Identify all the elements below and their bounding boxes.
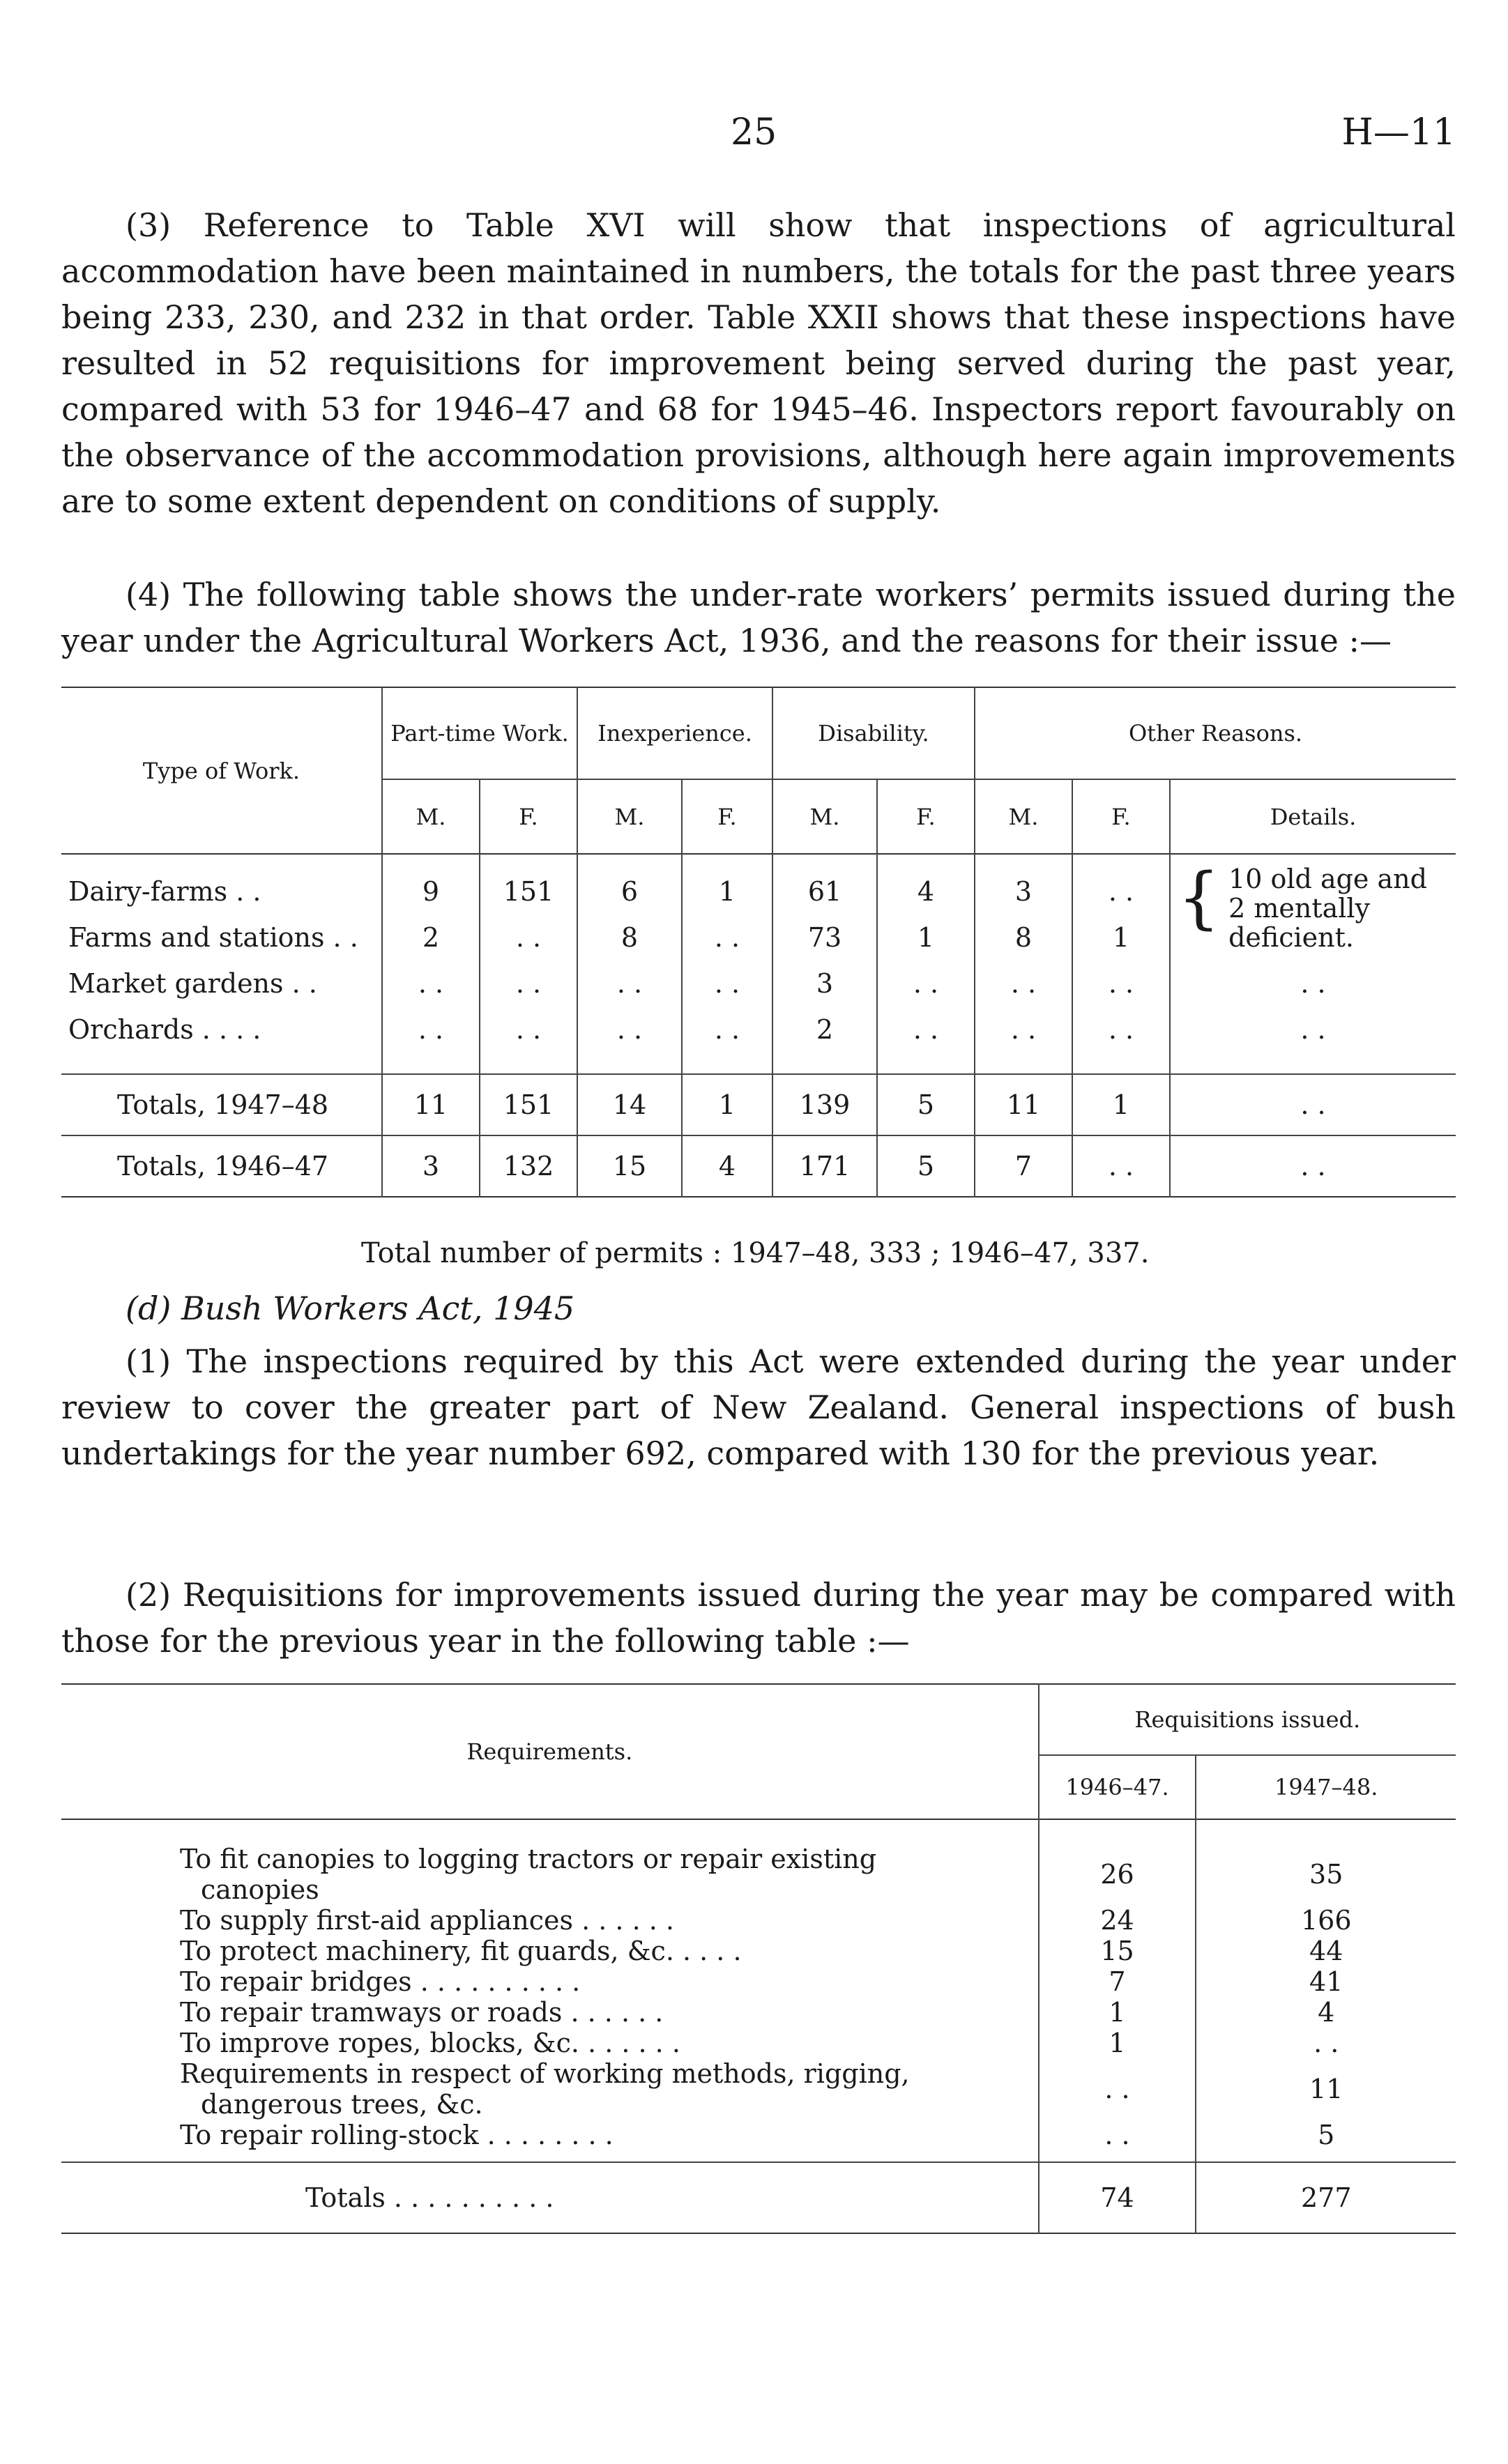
- cell-in-f: 1: [682, 854, 772, 915]
- row-label: Totals, 1947–48: [61, 1074, 382, 1135]
- cell-dis-f: 5: [877, 1074, 975, 1135]
- table-row: [61, 1966, 1456, 1997]
- totals-row-1947-48: [61, 1074, 1456, 1135]
- table-row: [61, 2028, 1456, 2058]
- cell-oth-m: . .: [975, 1007, 1072, 1053]
- cell-pt-m: . .: [382, 961, 480, 1007]
- cell-oth-m: 8: [975, 915, 1072, 961]
- requirement-label: To repair tramways or roads . . . . . .: [180, 1997, 664, 2028]
- requisitions-header-row: [61, 1684, 1456, 1755]
- table-row: [61, 1936, 1456, 1966]
- paragraph-bush-1: (1) The inspections required by this Act were extended during the year under review to cover the greater part of New Zealand. General inspections of bush undertakings for the year number 692, compared with 130 for the previous year.: [61, 1342, 1456, 1472]
- permits-total-note: Total number of permits : 1947–48, 333 ; 1946–47, 337.: [361, 1237, 1150, 1269]
- cell-1947-48: 44: [1196, 1936, 1456, 1966]
- cell-1947-48: 166: [1196, 1905, 1456, 1936]
- cell-details: . .: [1170, 1074, 1456, 1135]
- section-title: Bush Workers Act, 1945: [181, 1290, 575, 1327]
- table-row: [61, 1819, 1456, 1905]
- header-inexperience: Inexperience.: [577, 687, 772, 779]
- row-label: Farms and stations . .: [68, 922, 358, 953]
- page-number: 25: [731, 112, 777, 153]
- cell-dis-f: 1: [877, 915, 975, 961]
- section-heading-bush-workers: [125, 1290, 574, 1327]
- requisitions-table: [61, 1683, 1456, 2234]
- cell-pt-m: 3: [382, 1135, 480, 1197]
- spacer-row: [61, 1053, 1456, 1074]
- cell-dis-m: 139: [772, 1074, 877, 1135]
- cell-1947-48: . .: [1196, 2028, 1456, 2058]
- permits-table: [61, 687, 1456, 1197]
- cell-details: . .: [1170, 1135, 1456, 1197]
- header-type-of-work: Type of Work.: [142, 757, 300, 784]
- cell-in-f: . .: [682, 1007, 772, 1053]
- requirement-text: To fit canopies to logging tractors or repair existing: [180, 1844, 877, 1874]
- header-disability: Disability.: [772, 687, 975, 779]
- cell-1947-48: 41: [1196, 1966, 1456, 1997]
- header-part-time: Part-time Work.: [382, 687, 577, 779]
- row-label: Orchards . . . .: [68, 1014, 261, 1045]
- totals-row-1946-47: [61, 1135, 1456, 1197]
- cell-oth-f: . .: [1072, 1135, 1170, 1197]
- cell-oth-m: 7: [975, 1135, 1072, 1197]
- cell-in-m: . .: [577, 961, 682, 1007]
- table-row: [61, 1905, 1456, 1936]
- cell-pt-m: . .: [382, 1007, 480, 1053]
- row-label: Totals, 1946–47: [61, 1135, 382, 1197]
- header-m: M.: [382, 779, 480, 854]
- cell-1946-47: . .: [1039, 2058, 1196, 2120]
- totals-1946-47: 74: [1039, 2162, 1196, 2233]
- requirement-text: Requirements in respect of working methods, rigging,: [180, 2058, 910, 2089]
- cell-dis-m: 61: [772, 854, 877, 915]
- cell-dis-m: 3: [772, 961, 877, 1007]
- cell-oth-f: . .: [1072, 961, 1170, 1007]
- requirement-label: To repair rolling-stock . . . . . . . .: [180, 2120, 614, 2150]
- cell-oth-f: . .: [1072, 854, 1170, 915]
- cell-in-f: . .: [682, 961, 772, 1007]
- requirement-label: To supply first-aid appliances . . . . . .: [180, 1905, 674, 1936]
- requirement-text-cont: dangerous trees, &c.: [201, 2089, 483, 2120]
- cell-1946-47: 1: [1039, 1997, 1196, 2028]
- requirement-text-cont: canopies: [201, 1874, 319, 1905]
- requirement-label: To repair bridges . . . . . . . . . .: [180, 1966, 581, 1997]
- header-f: F.: [480, 779, 577, 854]
- page-header: [61, 112, 1456, 167]
- cell-pt-m: 2: [382, 915, 480, 961]
- cell-1946-47: 24: [1039, 1905, 1196, 1936]
- cell-oth-f: . .: [1072, 1007, 1170, 1053]
- table-row: [61, 961, 1456, 1007]
- cell-in-f: 4: [682, 1135, 772, 1197]
- cell-1947-48: 4: [1196, 1997, 1456, 2028]
- cell-in-m: 6: [577, 854, 682, 915]
- table-row: [61, 2120, 1456, 2162]
- cell-pt-m: 9: [382, 854, 480, 915]
- cell-in-m: 8: [577, 915, 682, 961]
- table-row: [61, 1007, 1456, 1053]
- cell-dis-f: . .: [877, 961, 975, 1007]
- header-m: M.: [975, 779, 1072, 854]
- cell-pt-f: . .: [480, 1007, 577, 1053]
- totals-1947-48: 277: [1196, 2162, 1456, 2233]
- cell-in-f: 1: [682, 1074, 772, 1135]
- cell-dis-m: 73: [772, 915, 877, 961]
- cell-details: . .: [1170, 1007, 1456, 1053]
- permits-header-row: [61, 687, 1456, 779]
- cell-1946-47: 26: [1039, 1819, 1196, 1905]
- section-label: (d): [125, 1290, 172, 1327]
- cell-1947-48: 35: [1196, 1819, 1456, 1905]
- cell-in-m: 15: [577, 1135, 682, 1197]
- header-requirements: Requirements.: [466, 1738, 633, 1765]
- cell-1946-47: 7: [1039, 1966, 1196, 1997]
- document-code: H—11: [1341, 112, 1456, 153]
- header-m: M.: [772, 779, 877, 854]
- requirement-label: [61, 2058, 1039, 2120]
- cell-pt-f: 151: [480, 1074, 577, 1135]
- paragraph-4: (4) The following table shows the under-rate workers’ permits issued during the year under the Agricultural Workers Act, 1936, and the reasons for their issue :—: [61, 576, 1456, 659]
- cell-pt-m: 11: [382, 1074, 480, 1135]
- document-page: [61, 0, 1456, 2464]
- cell-oth-f: 1: [1072, 915, 1170, 961]
- cell-dis-f: 4: [877, 854, 975, 915]
- cell-1947-48: 11: [1196, 2058, 1456, 2120]
- details-note-cell: [1170, 854, 1456, 961]
- header-1946-47: 1946–47.: [1039, 1755, 1196, 1819]
- cell-dis-f: 5: [877, 1135, 975, 1197]
- cell-1946-47: 15: [1039, 1936, 1196, 1966]
- cell-oth-m: . .: [975, 961, 1072, 1007]
- cell-oth-f: 1: [1072, 1074, 1170, 1135]
- header-f: F.: [682, 779, 772, 854]
- cell-details: . .: [1170, 961, 1456, 1007]
- paragraph-3: (3) Reference to Table XVI will show that inspections of agricultural accommodation have been maintained in numbers, the totals for the past three years being 233, 230, and 232 in that order. Table XXII shows that these inspections have resulted in 52 requisitions for improvement being served during the past year, compared with 53 for 1946–47 and 68 for 1945–46. Inspectors report favourably on the observance of the accommodation provisions, although here again improvements are to some extent dependent on conditions of supply.: [61, 206, 1456, 520]
- header-f: F.: [877, 779, 975, 854]
- header-f: F.: [1072, 779, 1170, 854]
- paragraph-bush-2: (2) Requisitions for improvements issued during the year may be compared with those for the previous year in the following table :—: [61, 1576, 1456, 1660]
- table-row: [61, 2058, 1456, 2120]
- cell-dis-m: 2: [772, 1007, 877, 1053]
- header-requisitions-issued: Requisitions issued.: [1039, 1684, 1456, 1755]
- cell-1946-47: 1: [1039, 2028, 1196, 2058]
- header-m: M.: [577, 779, 682, 854]
- brace-glyph: {: [1178, 859, 1221, 937]
- requirement-label: [61, 1819, 1039, 1905]
- row-label: Market gardens . .: [68, 968, 317, 999]
- cell-pt-f: 132: [480, 1135, 577, 1197]
- requisitions-totals-row: [61, 2162, 1456, 2233]
- table-row: [61, 854, 1456, 915]
- cell-pt-f: . .: [480, 915, 577, 961]
- table-row: [61, 1997, 1456, 2028]
- cell-in-m: . .: [577, 1007, 682, 1053]
- cell-1946-47: . .: [1039, 2120, 1196, 2162]
- totals-label: Totals . . . . . . . . . .: [61, 2162, 1039, 2233]
- requirement-label: To improve ropes, blocks, &c. . . . . . .: [180, 2028, 680, 2058]
- row-label: Dairy-farms . .: [68, 876, 261, 907]
- cell-dis-m: 171: [772, 1135, 877, 1197]
- cell-1947-48: 5: [1196, 2120, 1456, 2162]
- cell-oth-m: 11: [975, 1074, 1072, 1135]
- cell-in-m: 14: [577, 1074, 682, 1135]
- cell-in-f: . .: [682, 915, 772, 961]
- cell-pt-f: 151: [480, 854, 577, 915]
- header-other-reasons: Other Reasons.: [975, 687, 1456, 779]
- cell-dis-f: . .: [877, 1007, 975, 1053]
- cell-oth-m: 3: [975, 854, 1072, 915]
- header-details: Details.: [1170, 779, 1456, 854]
- details-note: 10 old age and 2 mentally deficient.: [1228, 864, 1427, 953]
- requirement-label: To protect machinery, fit guards, &c. . . . .: [180, 1936, 742, 1966]
- cell-pt-f: . .: [480, 961, 577, 1007]
- header-1947-48: 1947–48.: [1196, 1755, 1456, 1819]
